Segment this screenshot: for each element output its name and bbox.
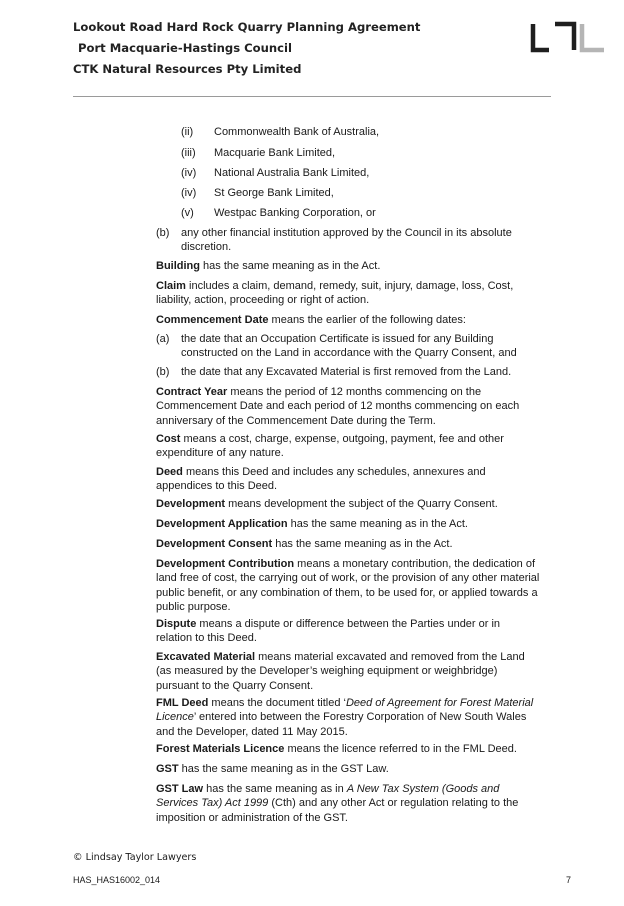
definition-text: means the document titled ‘ xyxy=(208,697,346,709)
definition-text: (Cth) and any other Act or regulation relating to the imposition or administration of the GST. xyxy=(156,797,519,824)
definition-text: has the same meaning as in the Act. xyxy=(200,260,381,272)
definition-fml-deed xyxy=(156,696,541,739)
list-item-number: (b) xyxy=(156,227,170,239)
defined-term: Claim xyxy=(156,280,186,292)
definition-text: has the same meaning as in the GST Law. xyxy=(178,763,389,775)
definition-text: means a monetary contribution, the dedication of land free of cost, the carrying out of work, or the provision of any other material public benefit, or any combination of them, to be used for, or applied towards a public purpose. xyxy=(156,558,540,614)
defined-term: Building xyxy=(156,260,200,272)
definition-text: means material excavated and removed from the Land (as measured by the Developer’s weighing equipment or weighbridge) pursuant to the Quarry Consent. xyxy=(156,651,525,692)
definition-dispute xyxy=(156,617,536,646)
footer-page-number: 7 xyxy=(566,875,572,885)
list-item-text: Westpac Banking Corporation, or xyxy=(214,207,376,219)
defined-term: Development xyxy=(156,498,226,510)
definition-text: has the same meaning as in xyxy=(203,783,347,795)
header-developer: CTK Natural Resources Pty Limited xyxy=(73,62,302,76)
definition-text: means this Deed and includes any schedules, annexures and appendices to this Deed. xyxy=(156,466,486,493)
definition-text: means development the subject of the Quarry Consent. xyxy=(225,498,498,510)
list-item-number: (v) xyxy=(181,207,194,219)
defined-term: Excavated Material xyxy=(156,651,256,663)
document-title: Deed of Agreement for Forest Material Licence xyxy=(156,697,534,724)
definition-development-consent xyxy=(156,537,536,551)
definition-text: means a dispute or difference between the Parties under or in relation to this Deed. xyxy=(156,618,501,645)
defined-term: Forest Materials Licence xyxy=(156,743,285,755)
defined-term: Development Consent xyxy=(156,538,273,550)
list-item-number: (b) xyxy=(156,366,170,378)
list-item-text: St George Bank Limited, xyxy=(214,187,334,199)
defined-term: GST xyxy=(156,763,179,775)
list-item-text: the date that any Excavated Material is first removed from the Land. xyxy=(181,366,512,378)
definition-claim xyxy=(156,279,536,308)
definition-gst-law xyxy=(156,782,541,825)
defined-term: FML Deed xyxy=(156,697,209,709)
defined-term: Cost xyxy=(156,433,181,445)
defined-term: Contract Year xyxy=(156,386,228,398)
definition-cost xyxy=(156,432,536,461)
definition-building xyxy=(156,259,536,273)
list-item-text: National Australia Bank Limited, xyxy=(214,167,370,179)
definition-gst xyxy=(156,762,541,776)
ltl-logo-icon xyxy=(530,21,606,53)
definition-text: includes a claim, demand, remedy, suit, injury, damage, loss, Cost, liability, action, proceeding or right of action. xyxy=(156,280,514,307)
header-title-agreement: Lookout Road Hard Rock Quarry Planning Agreement xyxy=(73,20,421,34)
list-item-number: (a) xyxy=(156,333,170,345)
defined-term: Development Contribution xyxy=(156,558,295,570)
defined-term: Dispute xyxy=(156,618,197,630)
defined-term: Development Application xyxy=(156,518,288,530)
definition-text: ’ entered into between the Forestry Corporation of New South Wales and the Developer, dated 11 May 2015. xyxy=(156,711,527,738)
definition-text: means the earlier of the following dates: xyxy=(268,314,466,326)
definition-text: has the same meaning as in the Act. xyxy=(287,518,468,530)
footer-document-reference: HAS_HAS16002_014 xyxy=(73,875,161,885)
act-title: A New Tax System (Goods and Services Tax) Act 1999 xyxy=(156,783,500,810)
header-council: Port Macquarie-Hastings Council xyxy=(78,41,292,55)
header-divider xyxy=(73,96,551,97)
definition-forest-materials-licence xyxy=(156,742,541,756)
definition-excavated-material xyxy=(156,650,541,693)
definition-deed xyxy=(156,465,536,494)
list-item-text: Macquarie Bank Limited, xyxy=(214,147,336,159)
list-item-text: the date that an Occupation Certificate is issued for any Building constructed on the Land in accordance with the Quarry Consent, and xyxy=(181,333,517,360)
definition-text: has the same meaning as in the Act. xyxy=(272,538,453,550)
defined-term: Commencement Date xyxy=(156,314,269,326)
defined-term: Deed xyxy=(156,466,183,478)
definition-development-application xyxy=(156,517,536,531)
footer-copyright: © Lindsay Taylor Lawyers xyxy=(73,852,197,863)
list-item-number: (iii) xyxy=(181,147,196,159)
definition-text: means the licence referred to in the FML Deed. xyxy=(284,743,517,755)
definition-text: means the period of 12 months commencing on the Commencement Date and each period of 12 months commencing on each anniversary of the Commencement Date during the Term. xyxy=(156,386,520,427)
definition-development xyxy=(156,497,536,511)
definition-text: means a cost, charge, expense, outgoing, payment, fee and other expenditure of any nature. xyxy=(156,433,504,460)
list-item-number: (iv) xyxy=(181,167,197,179)
list-item-text: Commonwealth Bank of Australia, xyxy=(214,126,380,138)
list-item-number: (ii) xyxy=(181,126,194,138)
list-item-text: any other financial institution approved by the Council in its absolute discretion. xyxy=(181,227,512,254)
list-item-number: (iv) xyxy=(181,187,197,199)
definition-contract-year xyxy=(156,385,541,428)
definition-commencement-date xyxy=(156,313,536,327)
defined-term: GST Law xyxy=(156,783,204,795)
definition-development-contribution xyxy=(156,557,551,615)
